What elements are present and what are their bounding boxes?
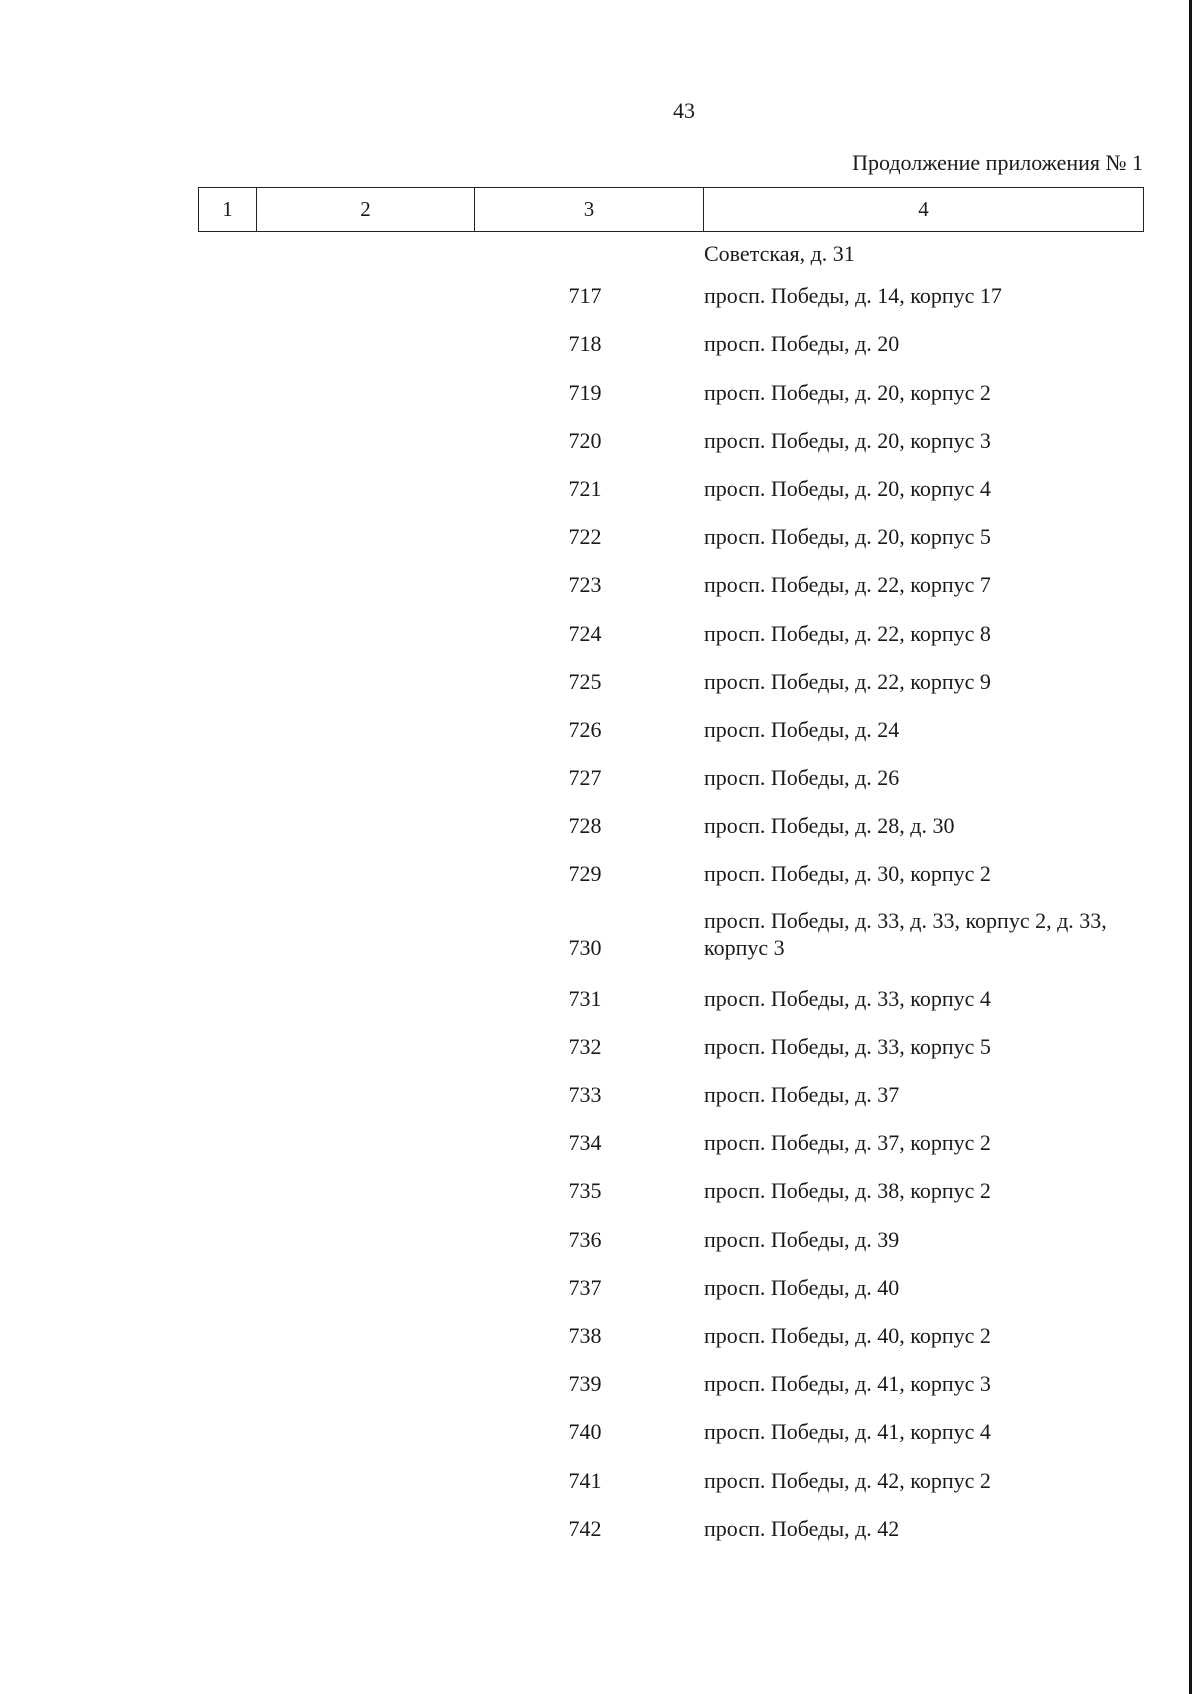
row-number: 736 [568, 1226, 602, 1252]
row-address: просп. Победы, д. 26 [704, 765, 900, 791]
row-number: 739 [568, 1371, 602, 1397]
row-number: 724 [568, 620, 602, 646]
row-address: просп. Победы, д. 14, корпус 17 [704, 283, 1002, 309]
table-row [0, 1311, 1200, 1359]
column-header-3: 3 [475, 188, 704, 232]
row-address: просп. Победы, д. 24 [704, 716, 900, 742]
row-number: 730 [568, 935, 602, 961]
table-row [0, 753, 1200, 801]
row-number: 727 [568, 765, 602, 791]
row-address: просп. Победы, д. 37 [704, 1082, 900, 1107]
column-header-2: 2 [257, 188, 475, 232]
row-address: просп. Победы, д. 22, корпус 9 [704, 668, 991, 694]
table-row [0, 657, 1200, 705]
row-address: просп. Победы, д. 20, корпус 4 [704, 475, 991, 501]
row-number: 742 [568, 1515, 602, 1541]
row-number: 729 [568, 861, 602, 887]
row-number: 731 [568, 985, 602, 1011]
row-number: 737 [568, 1274, 602, 1300]
row-address: просп. Победы, д. 20, корпус 5 [704, 524, 991, 550]
column-header-1: 1 [199, 188, 257, 232]
row-address: просп. Победы, д. 30, корпус 2 [704, 861, 991, 887]
row-address: просп. Победы, д. 38, корпус 2 [704, 1178, 991, 1204]
row-address: просп. Победы, д. 28, д. 30 [704, 813, 955, 839]
appendix-note: Продолжение приложения № 1 [852, 150, 1143, 175]
table-row [0, 897, 1200, 973]
table-row [0, 1022, 1200, 1070]
table-row [0, 464, 1200, 512]
row-address: просп. Победы, д. 40 [704, 1274, 900, 1300]
row-address: просп. Победы, д. 20, корпус 2 [704, 379, 991, 405]
table-row [0, 849, 1200, 897]
continued-address: Советская, д. 31 [704, 241, 855, 266]
row-address: просп. Победы, д. 22, корпус 7 [704, 572, 991, 598]
row-number: 722 [568, 524, 602, 550]
row-number: 740 [568, 1419, 602, 1445]
row-address: просп. Победы, д. 42, корпус 2 [704, 1467, 991, 1493]
table-row [0, 271, 1200, 319]
row-address: просп. Победы, д. 39 [704, 1226, 900, 1252]
row-address: просп. Победы, д. 42 [704, 1515, 900, 1541]
address-list [0, 236, 1200, 1552]
table-row [0, 1407, 1200, 1455]
continued-row [0, 236, 1200, 271]
row-number: 733 [568, 1082, 602, 1107]
row-address: просп. Победы, д. 20, корпус 3 [704, 427, 991, 453]
table-row [0, 801, 1200, 849]
row-number: 732 [568, 1033, 602, 1059]
row-address: просп. Победы, д. 41, корпус 3 [704, 1371, 991, 1397]
row-number: 719 [568, 379, 602, 405]
row-address: просп. Победы, д. 40, корпус 2 [704, 1322, 991, 1348]
column-header-table [198, 187, 1144, 232]
row-number: 741 [568, 1467, 602, 1493]
table-row [0, 1166, 1200, 1214]
row-number: 726 [568, 716, 602, 742]
column-header-4: 4 [704, 188, 1144, 232]
column-header-row [199, 188, 1144, 232]
table-row [0, 416, 1200, 464]
table-row [0, 705, 1200, 753]
row-address: просп. Победы, д. 41, корпус 4 [704, 1419, 991, 1445]
row-number: 735 [568, 1178, 602, 1204]
row-number: 718 [568, 331, 602, 357]
page-number: 43 [673, 98, 695, 123]
row-number: 717 [568, 283, 602, 309]
table-row [0, 1504, 1200, 1552]
row-number: 728 [568, 813, 602, 839]
row-number: 720 [568, 427, 602, 453]
row-address: просп. Победы, д. 37, корпус 2 [704, 1130, 991, 1156]
table-row [0, 512, 1200, 560]
row-address: просп. Победы, д. 33, корпус 5 [704, 1033, 991, 1059]
row-address: просп. Победы, д. 20 [704, 331, 900, 357]
row-address: просп. Победы, д. 33, д. 33, корпус 2, д. 33, корпус 3 [704, 908, 1107, 961]
table-row [0, 319, 1200, 367]
table-row [0, 608, 1200, 656]
table-row [0, 1455, 1200, 1503]
table-row [0, 1359, 1200, 1407]
row-address: просп. Победы, д. 33, корпус 4 [704, 985, 991, 1011]
row-number: 723 [568, 572, 602, 598]
table-row [0, 1214, 1200, 1262]
table-row [0, 1263, 1200, 1311]
row-number: 721 [568, 475, 602, 501]
row-number: 738 [568, 1322, 602, 1348]
table-row [0, 367, 1200, 415]
row-number: 734 [568, 1130, 602, 1156]
table-row [0, 973, 1200, 1021]
table-row [0, 560, 1200, 608]
table-row [0, 1070, 1200, 1118]
row-number: 725 [568, 668, 602, 694]
table-row [0, 1118, 1200, 1166]
row-address: просп. Победы, д. 22, корпус 8 [704, 620, 991, 646]
